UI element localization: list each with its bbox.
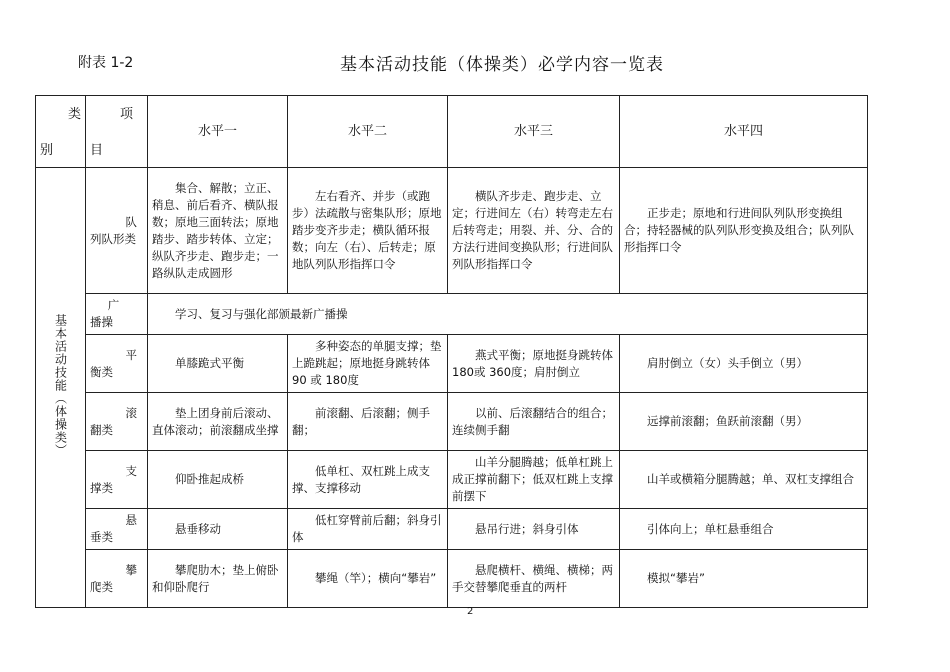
level-3-header: 水平三 — [448, 96, 620, 168]
content-cell: 单膝跪式平衡 — [148, 335, 288, 393]
category-label-b: 爬类 — [90, 579, 113, 594]
category-cell — [86, 168, 148, 294]
corner-top-a: 类 — [67, 107, 81, 122]
category-cell — [86, 550, 148, 608]
category-label-a: 攀 — [125, 562, 137, 577]
content-cell: 前滚翻、后滚翻；侧手翻； — [288, 393, 448, 451]
table-row — [36, 451, 868, 509]
content-cell: 低杠穿臂前后翻；斜身引体 — [288, 509, 448, 550]
content-cell: 模拟“攀岩” — [620, 550, 868, 608]
level-2-header: 水平二 — [288, 96, 448, 168]
content-cell: 山羊分腿腾越；低单杠跳上成正撑前翻下；低双杠跳上支撑前摆下 — [448, 451, 620, 509]
category-cell — [86, 451, 148, 509]
corner-bottom-a: 别 — [40, 143, 54, 158]
category-label-b: 衡类 — [90, 364, 113, 379]
content-cell: 燕式平衡；原地挺身跳转体 180或 360度；肩肘倒立 — [448, 335, 620, 393]
content-cell: 引体向上；单杠悬垂组合 — [620, 509, 868, 550]
content-cell: 悬爬横杆、横绳、横梯；两手交替攀爬垂直的两杆 — [448, 550, 620, 608]
content-cell: 垫上团身前后滚动、直体滚动；前滚翻成坐撑 — [148, 393, 288, 451]
appendix-label: 附表 1-2 — [78, 55, 134, 71]
level-1-header: 水平一 — [148, 96, 288, 168]
category-cell — [86, 335, 148, 393]
category-label-a: 平 — [125, 347, 137, 362]
page-number: 2 — [467, 606, 474, 617]
category-cell — [86, 294, 148, 335]
content-cell: 集合、解散；立正、稍息、前后看齐、横队报数；原地三面转法；原地踏步、踏步转体、立定；纵队齐步走、跑步走；一路纵队走成圆形 — [148, 168, 288, 294]
content-cell: 仰卧推起成桥 — [148, 451, 288, 509]
content-cell: 悬垂移动 — [148, 509, 288, 550]
category-label-a: 支 — [125, 463, 137, 478]
table-row — [36, 335, 868, 393]
content-table — [35, 95, 868, 608]
content-cell: 左右看齐、并步（或跑步）法疏散与密集队形；原地踏步变齐步走；横队循环报数；向左（右）、后转走；原地队列队形指挥口令 — [288, 168, 448, 294]
table-row — [36, 393, 868, 451]
corner-cell-right — [86, 96, 148, 168]
corner-bottom-b: 目 — [90, 143, 104, 158]
content-cell: 多种姿态的单腿支撑；垫上跪跳起；原地挺身跳转体 90 或 180度 — [288, 335, 448, 393]
content-cell: 肩肘倒立（女）头手倒立（男） — [620, 335, 868, 393]
level-4-header: 水平四 — [620, 96, 868, 168]
category-cell — [86, 393, 148, 451]
table-row — [36, 550, 868, 608]
content-cell: 横队齐步走、跑步走、立定；行进间左（右）转弯走左右后转弯走；用裂、并、分、合的方法行进间变换队形；行进间队列队形指挥口令 — [448, 168, 620, 294]
content-cell: 攀绳（竿）；横向“攀岩” — [288, 550, 448, 608]
group-label-cell — [36, 168, 86, 608]
category-label-b: 撑类 — [90, 480, 113, 495]
content-cell: 正步走；原地和行进间队列队形变换组合；持轻器械的队列队形变换及组合；队列队形指挥口令 — [620, 168, 868, 294]
table-row — [36, 168, 868, 294]
content-cell: 远撑前滚翻；鱼跃前滚翻（男） — [620, 393, 868, 451]
category-label-b: 垂类 — [90, 530, 113, 544]
category-cell — [86, 509, 148, 550]
category-label-b: 列队形类 — [90, 231, 136, 246]
category-label-a: 悬 — [125, 513, 137, 527]
category-label-a: 滚 — [125, 405, 137, 420]
table-row — [36, 294, 868, 335]
category-label-a: 队 — [125, 214, 137, 229]
content-cell: 山羊或横箱分腿腾越；单、双杠支撑组合 — [620, 451, 868, 509]
content-cell: 悬吊行进；斜身引体 — [448, 509, 620, 550]
corner-top-b: 项 — [120, 107, 134, 122]
content-cell: 低单杠、双杠跳上成支撑、支撑移动 — [288, 451, 448, 509]
category-label-a: 广 — [107, 298, 120, 312]
category-label-b: 播操 — [90, 315, 113, 329]
table-row — [36, 509, 868, 550]
content-cell: 以前、后滚翻结合的组合；连续侧手翻 — [448, 393, 620, 451]
group-label: 基本活动技能（体操类） — [53, 313, 68, 457]
page-title: 基本活动技能（体操类）必学内容一览表 — [340, 55, 664, 75]
content-cell: 攀爬肋木；垫上俯卧和仰卧爬行 — [148, 550, 288, 608]
content-cell-span: 学习、复习与强化部颁最新广播操 — [148, 294, 868, 335]
corner-cell-left — [36, 96, 86, 168]
header-row — [36, 96, 868, 168]
category-label-b: 翻类 — [90, 422, 113, 437]
